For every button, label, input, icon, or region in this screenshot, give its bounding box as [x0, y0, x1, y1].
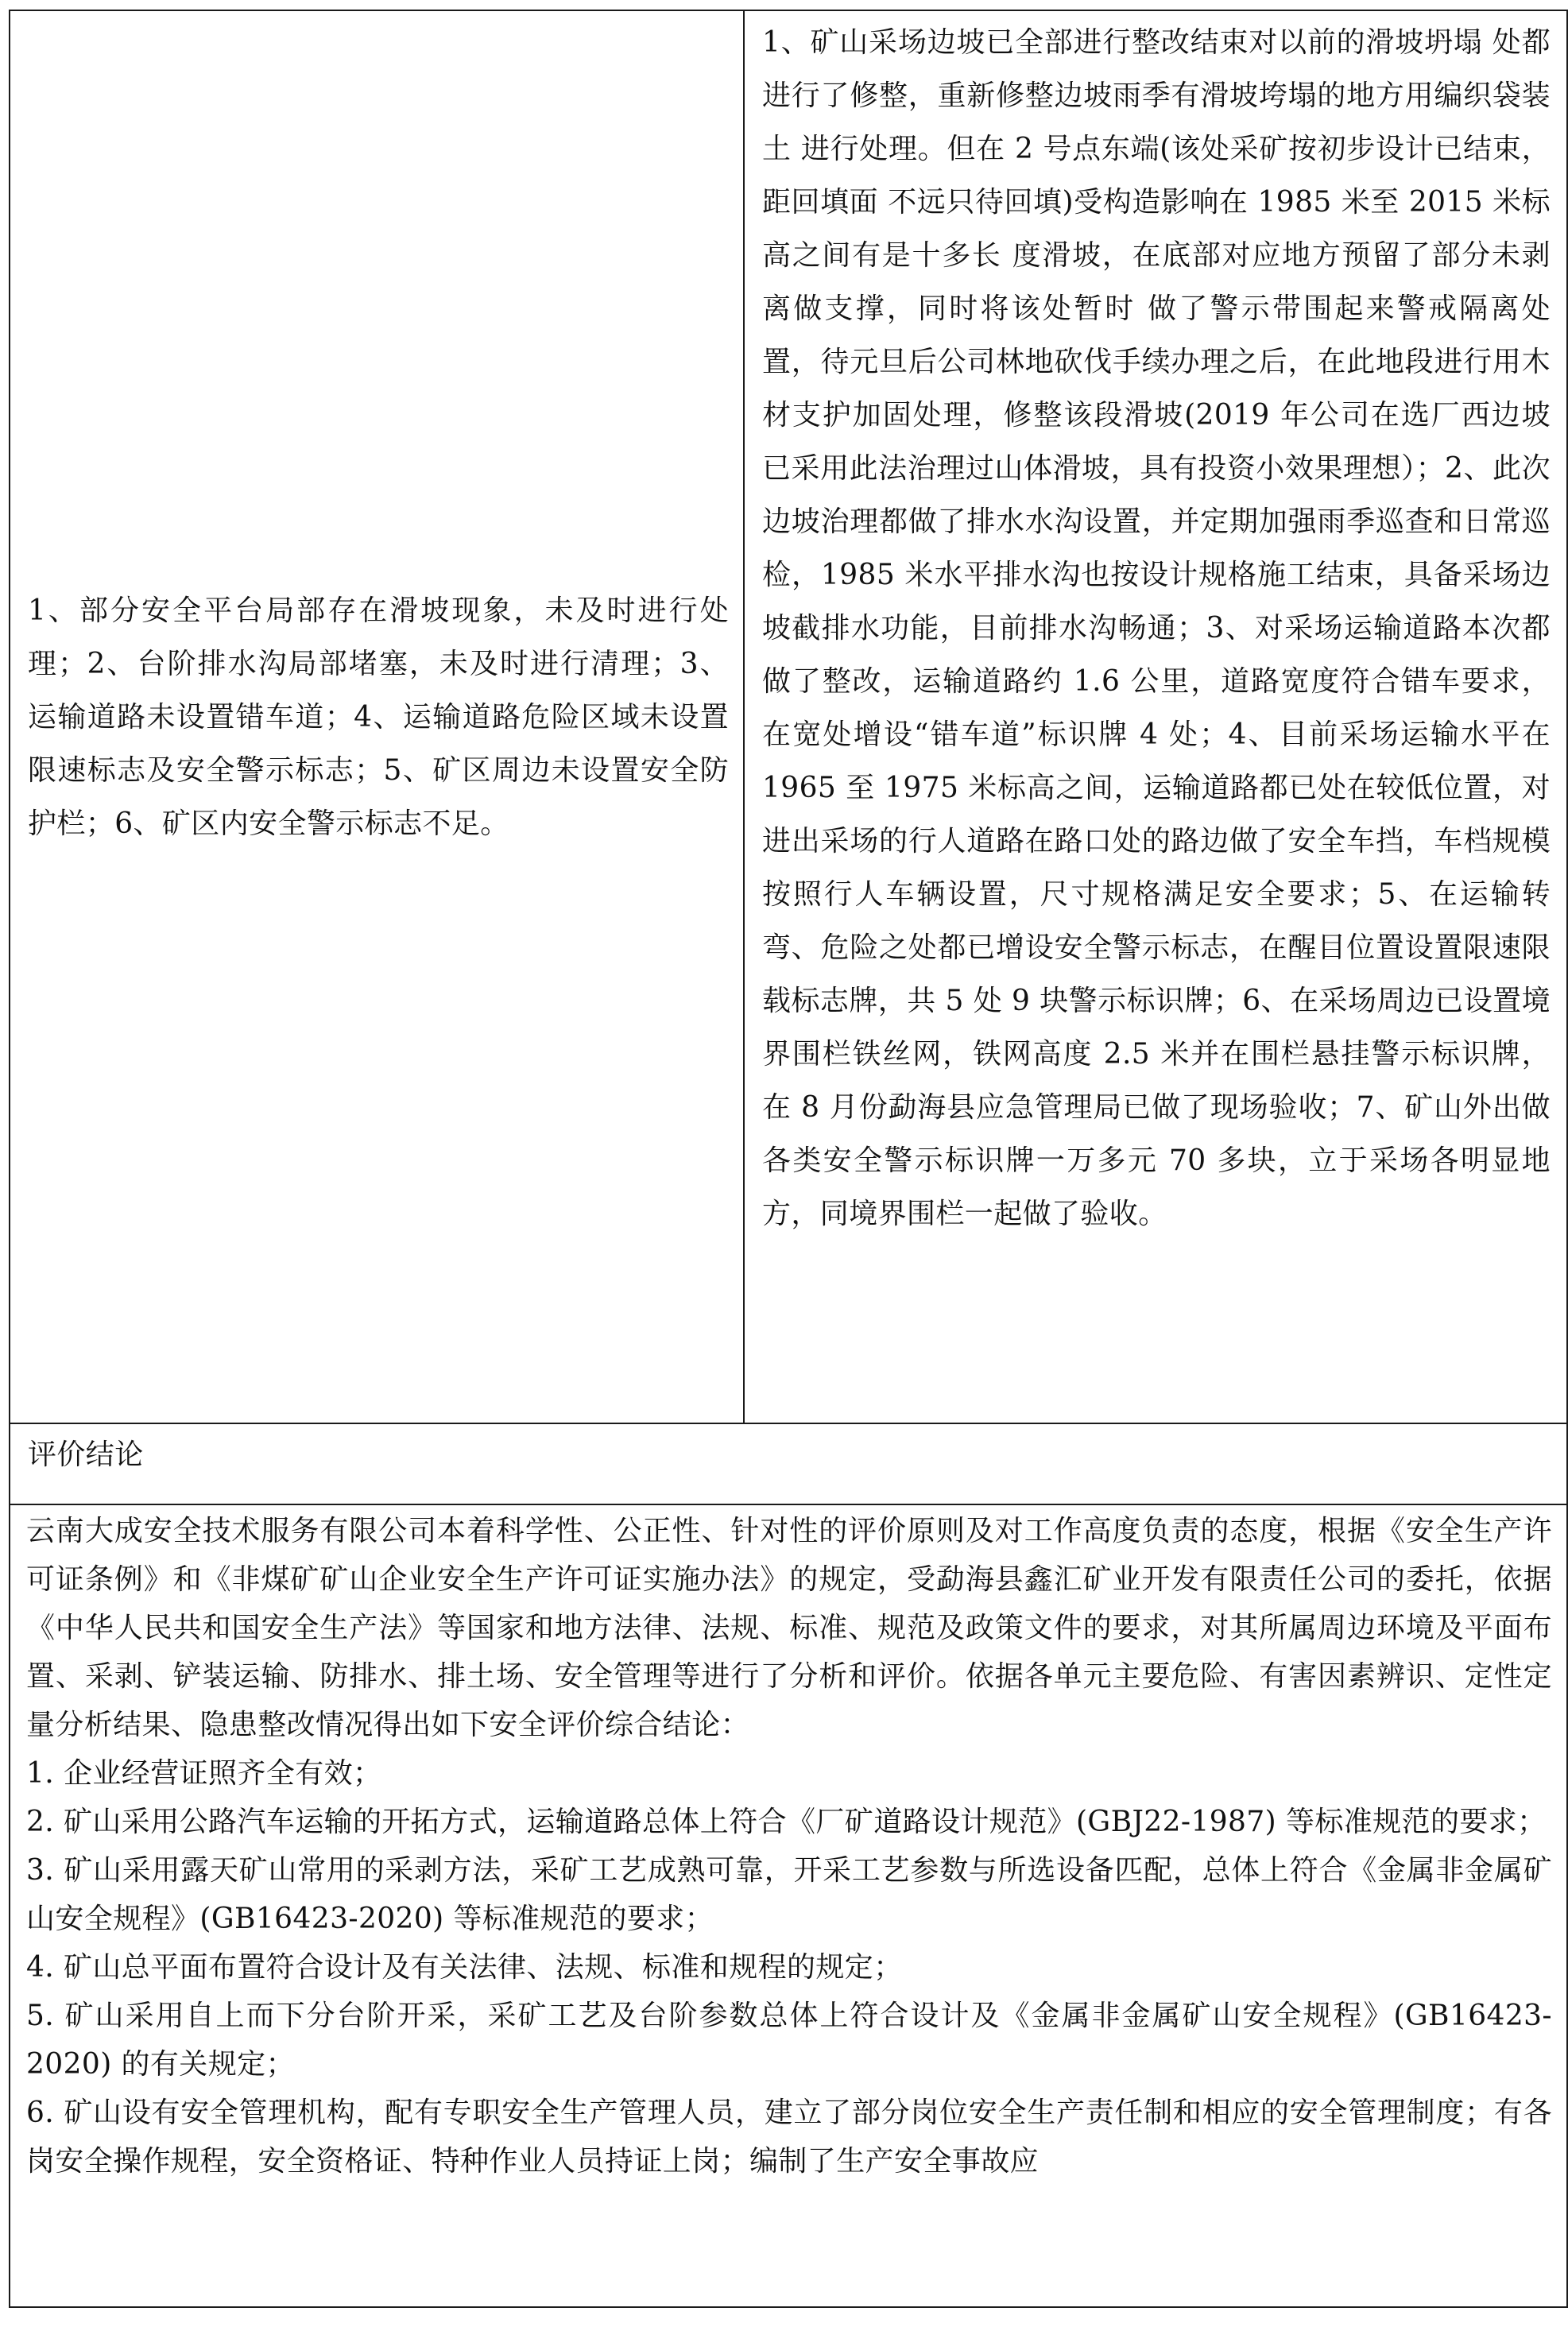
conclusion-item: 6. 矿山设有安全管理机构，配有专职安全生产管理人员，建立了部分岗位安全生产责任制和相应的安全管理制度；有各岗安全操作规程，安全资格证、特种作业人员持证上岗；编制了生产安全事故应	[26, 2097, 1552, 2178]
conclusion-item: 5. 矿山采用自上而下分台阶开采，采矿工艺及台阶参数总体上符合设计及《金属非金属矿山安全规程》(GB16423-2020) 的有关规定；	[26, 2000, 1552, 2081]
conclusion-item: 1. 企业经营证照齐全有效；	[26, 1757, 382, 1790]
conclusion-item: 3. 矿山采用露天矿山常用的采剥方法，采矿工艺成熟可靠，开采工艺参数与所选设备匹配，总体上符合《金属非金属矿山安全规程》(GB16423-2020) 等标准规范的要求；	[26, 1854, 1552, 1935]
conclusion-heading-row	[10, 1423, 1567, 1504]
conclusion-heading: 评价结论	[28, 1438, 144, 1471]
evaluation-table	[9, 10, 1568, 2308]
conclusion-intro: 云南大成安全技术服务有限公司本着科学性、公正性、针对性的评价原则及对工作高度负责的态度，根据《安全生产许可证条例》和《非煤矿矿山企业安全生产许可证实施办法》的规定，受勐海县鑫汇矿业开发有限责任公司的委托，依据《中华人民共和国安全生产法》等国家和地方法律、法规、标准、规范及政策文件的要求，对其所属周边环境及平面布置、采剥、铲装运输、防排水、排土场、安全管理等进行了分析和评价。依据各单元主要危险、有害因素辨识、定性定量分析结果、隐患整改情况得出如下安全评价综合结论：	[26, 1515, 1552, 1741]
rectification-cell	[744, 10, 1567, 1423]
issues-cell	[10, 10, 744, 1423]
rectification-text: 1、矿山采场边坡已全部进行整改结束对以前的滑坡坍塌 处都进行了修整，重新修整边坡雨季有滑坡垮塌的地方用编织袋装土 进行处理。但在 2 号点东端(该处采矿按初步设计已结束，距回填面 不远只待回填)受构造影响在 1985 米至 2015 米标高之间有是十多长 度滑坡，在底部对应地方预留了部分未剥离做支撑，同时将该处暂时 做了警示带围起来警戒隔离处置，待元旦后公司林地砍伐手续办理之后，在此地段进行用木材支护加固处理，修整该段滑坡(2019 年公司在选厂西边坡已采用此法治理过山体滑坡，具有投资小效果理想）；2、此次边坡治理都做了排水水沟设置，并定期加强雨季巡查和日常巡检，1985 米水平排水沟也按设计规格施工结束，具备采场边坡截排水功能，目前排水沟畅通；3、对采场运输道路本次都做了整改，运输道路约 1.6 公里，道路宽度符合错车要求，在宽处增设“错车道”标识牌 4 处；4、目前采场运输水平在 1965 至 1975 米标高之间，运输道路都已处在较低位置，对进出采场的行人道路在路口处的路边做了安全车挡，车档规模按照行人车辆设置，尺寸规格满足安全要求；5、在运输转弯、危险之处都已增设安全警示标志，在醒目位置设置限速限载标志牌，共 5 处 9 块警示标识牌；6、在采场周边已设置境界围栏铁丝网，铁网高度 2.5 米并在围栏悬挂警示标识牌，在 8 月份勐海县应急管理局已做了现场验收；7、矿山外出做各类安全警示标识牌一万多元 70 多块，立于采场各明显地方，同境界围栏一起做了验收。	[762, 26, 1551, 1230]
conclusion-heading-cell	[10, 1423, 1567, 1504]
conclusion-item: 2. 矿山采用公路汽车运输的开拓方式，运输道路总体上符合《厂矿道路设计规范》(GBJ22-1987) 等标准规范的要求；	[26, 1806, 1547, 1838]
conclusion-item: 4. 矿山总平面布置符合设计及有关法律、法规、标准和规程的规定；	[26, 1951, 903, 1984]
conclusion-body-cell	[10, 1504, 1567, 2307]
rectification-row	[10, 10, 1567, 1423]
conclusion-body-row	[10, 1504, 1567, 2307]
issues-text: 1、部分安全平台局部存在滑坡现象，未及时进行处理；2、台阶排水沟局部堵塞，未及时进行清理；3、运输道路未设置错车道；4、运输道路危险区域未设置限速标志及安全警示标志；5、矿区周边未设置安全防护栏；6、矿区内安全警示标志不足。	[28, 594, 729, 840]
